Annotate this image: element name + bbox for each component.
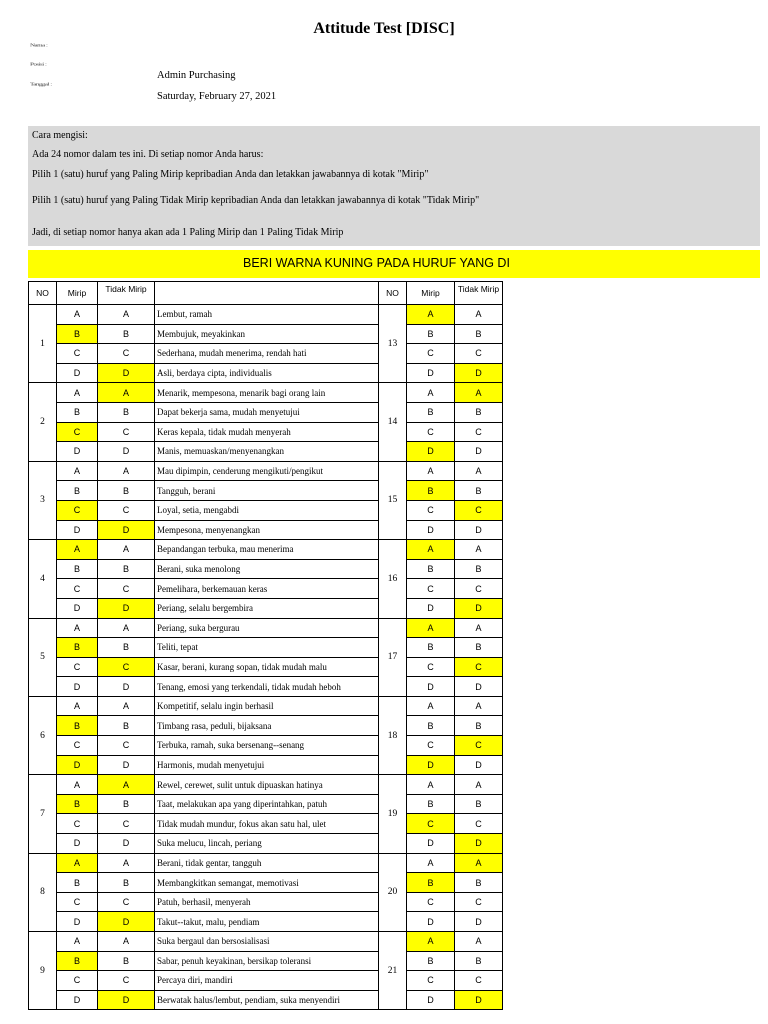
spacer-cell [503,461,583,481]
statement-cell: Timbang rasa, peduli, bijaksana [155,716,379,736]
table-row [29,696,583,716]
mirip-cell[interactable]: B [407,324,455,344]
tidak-mirip-cell[interactable]: D [455,520,503,540]
statement-cell: Mau dipimpin, cenderung mengikuti/pengikut [155,461,379,481]
tidak-mirip-cell[interactable]: C [98,892,155,912]
spacer-cell [503,853,583,873]
spacer-cell [503,520,583,540]
tidak-mirip-cell[interactable]: A [455,775,503,795]
mirip-cell[interactable]: A [57,461,98,481]
table-row [29,442,583,462]
tidak-mirip-cell[interactable]: B [455,716,503,736]
statement-cell: Tenang, emosi yang terkendali, tidak mudah heboh [155,677,379,697]
table-row [29,657,583,677]
question-number-left: 3 [29,461,57,539]
tidak-mirip-cell[interactable]: A [455,696,503,716]
tidak-mirip-cell[interactable]: D [98,990,155,1010]
tidak-mirip-cell[interactable]: A [455,618,503,638]
tidak-mirip-cell[interactable]: B [455,951,503,971]
table-row [29,598,583,618]
tidak-mirip-cell[interactable]: D [455,912,503,932]
mirip-cell[interactable]: D [57,677,98,697]
spacer-cell [503,677,583,697]
table-row [29,951,583,971]
statement-cell: Periang, selalu bergembira [155,598,379,618]
statement-cell: Menarik, mempesona, menarik bagi orang lain [155,383,379,403]
mirip-cell[interactable]: B [57,324,98,344]
spacer-cell [503,422,583,442]
header-no-left: NO [29,282,57,305]
spacer-cell [503,892,583,912]
header-tidak-mirip-left: Tidak Mirip [98,282,155,305]
mirip-cell[interactable]: A [57,853,98,873]
statement-cell: Teliti, tepat [155,638,379,658]
table-row [29,305,583,325]
table-row [29,853,583,873]
table-row [29,422,583,442]
tidak-mirip-cell[interactable]: D [98,598,155,618]
spacer-cell [503,402,583,422]
tidak-mirip-cell[interactable]: B [98,873,155,893]
mirip-cell[interactable]: C [57,736,98,756]
header-tidak-mirip-right: Tidak Mirip [455,282,503,305]
spacer-cell [503,775,583,795]
header-no-right: NO [379,282,407,305]
spacer-cell [503,834,583,854]
question-number-left: 8 [29,853,57,931]
tidak-mirip-cell[interactable]: B [455,481,503,501]
statement-cell: Lembut, ramah [155,305,379,325]
mirip-cell[interactable]: D [57,520,98,540]
statement-cell: Kasar, berani, kurang sopan, tidak mudah malu [155,657,379,677]
banner-text: BERI WARNA KUNING PADA HURUF YANG DI [243,256,510,270]
spacer-cell [503,324,583,344]
statement-cell: Harmonis, mudah menyetujui [155,755,379,775]
mirip-cell[interactable]: D [407,912,455,932]
statement-cell: Tangguh, berani [155,481,379,501]
tidak-mirip-cell[interactable]: C [98,579,155,599]
mirip-cell[interactable]: B [57,951,98,971]
tidak-mirip-cell[interactable]: C [455,892,503,912]
tidak-mirip-cell[interactable]: A [98,775,155,795]
statement-cell: Asli, berdaya cipta, individualis [155,363,379,383]
question-number-left: 2 [29,383,57,461]
tidak-mirip-cell[interactable]: D [98,755,155,775]
question-number-left: 5 [29,618,57,696]
tidak-mirip-cell[interactable]: B [98,951,155,971]
statement-cell: Berani, tidak gentar, tangguh [155,853,379,873]
mirip-cell[interactable]: B [57,873,98,893]
tidak-mirip-cell[interactable]: D [98,442,155,462]
mirip-cell[interactable]: B [407,951,455,971]
spacer-cell [503,873,583,893]
table-row [29,344,583,364]
instructions-line-4: Jadi, di setiap nomor hanya akan ada 1 Paling Mirip dan 1 Paling Tidak Mirip [32,227,344,238]
statement-cell: Suka melucu, lincah, periang [155,834,379,854]
mirip-cell[interactable]: B [407,402,455,422]
table-header-row [29,282,583,305]
tidak-mirip-cell[interactable]: A [98,618,155,638]
mirip-cell[interactable]: C [407,736,455,756]
tidak-mirip-cell[interactable]: B [98,716,155,736]
statement-cell: Berwatak halus/lembut, pendiam, suka menyendiri [155,990,379,1010]
spacer-cell [503,305,583,325]
disc-answer-table [28,281,583,1010]
table-row [29,912,583,932]
mirip-cell[interactable]: A [407,461,455,481]
tidak-mirip-cell[interactable]: A [455,932,503,952]
mirip-cell[interactable]: B [57,638,98,658]
tidak-mirip-cell[interactable]: A [455,461,503,481]
mirip-cell[interactable]: D [57,442,98,462]
tidak-mirip-cell[interactable]: D [98,520,155,540]
question-number-right: 14 [379,383,407,461]
tidak-mirip-cell[interactable]: C [455,971,503,991]
spacer-cell [503,716,583,736]
table-row [29,990,583,1010]
tidak-mirip-cell[interactable]: A [455,540,503,560]
tidak-mirip-cell[interactable]: C [98,422,155,442]
statement-cell: Mempesona, menyenangkan [155,520,379,540]
statement-cell: Keras kepala, tidak mudah menyerah [155,422,379,442]
instructions-heading: Cara mengisi: [32,130,88,141]
statement-cell: Membangkitkan semangat, memotivasi [155,873,379,893]
mirip-cell[interactable]: A [407,932,455,952]
spacer-cell [503,794,583,814]
mirip-cell[interactable]: D [57,834,98,854]
tidak-mirip-cell[interactable]: C [98,971,155,991]
mirip-cell[interactable]: D [57,755,98,775]
mirip-cell[interactable]: D [407,677,455,697]
mirip-cell[interactable]: B [57,481,98,501]
question-number-left: 4 [29,540,57,618]
mirip-cell[interactable]: A [407,540,455,560]
spacer-cell [503,736,583,756]
mirip-cell[interactable]: B [407,873,455,893]
table-row [29,834,583,854]
tidak-mirip-cell[interactable]: D [98,912,155,932]
mirip-cell[interactable]: C [57,657,98,677]
date-label: Tanggal : [30,82,52,87]
tidak-mirip-cell[interactable]: B [455,638,503,658]
mirip-cell[interactable]: C [407,892,455,912]
statement-cell: Membujuk, meyakinkan [155,324,379,344]
instructions-box [28,126,760,246]
tidak-mirip-cell[interactable]: B [98,402,155,422]
mirip-cell[interactable]: C [57,892,98,912]
date-value: Saturday, February 27, 2021 [157,91,277,102]
table-row [29,402,583,422]
table-row [29,540,583,560]
tidak-mirip-cell[interactable]: C [455,657,503,677]
question-number-left: 9 [29,932,57,1010]
mirip-cell[interactable]: A [57,932,98,952]
spacer-cell [503,383,583,403]
tidak-mirip-cell[interactable]: A [455,305,503,325]
table-row [29,363,583,383]
statement-cell: Bepandangan terbuka, mau menerima [155,540,379,560]
mirip-cell[interactable]: C [57,971,98,991]
table-row [29,638,583,658]
tidak-mirip-cell[interactable]: A [98,932,155,952]
table-row [29,579,583,599]
tidak-mirip-cell[interactable]: A [98,461,155,481]
spacer-cell [503,559,583,579]
tidak-mirip-cell[interactable]: A [98,696,155,716]
mirip-cell[interactable]: B [407,481,455,501]
tidak-mirip-cell[interactable]: C [98,736,155,756]
table-row [29,775,583,795]
instructions-line-1: Ada 24 nomor dalam tes ini. Di setiap nomor Anda harus: [32,149,264,160]
mirip-cell[interactable]: A [57,540,98,560]
spacer-cell [503,638,583,658]
tidak-mirip-cell[interactable]: B [455,324,503,344]
tidak-mirip-cell[interactable]: D [98,363,155,383]
mirip-cell[interactable]: A [57,383,98,403]
tidak-mirip-cell[interactable]: A [455,383,503,403]
tidak-mirip-cell[interactable]: D [98,834,155,854]
spacer-cell [503,598,583,618]
mirip-cell[interactable]: C [407,344,455,364]
statement-cell: Patuh, berhasil, menyerah [155,892,379,912]
question-number-left: 1 [29,305,57,383]
tidak-mirip-cell[interactable]: C [455,422,503,442]
tidak-mirip-cell[interactable]: C [455,344,503,364]
spacer-cell [503,755,583,775]
tidak-mirip-cell[interactable]: B [98,559,155,579]
tidak-mirip-cell[interactable]: B [455,559,503,579]
statement-cell: Dapat bekerja sama, mudah menyetujui [155,402,379,422]
position-label: Posisi : [30,62,47,67]
mirip-cell[interactable]: A [57,696,98,716]
statement-cell: Sabar, penuh keyakinan, bersikap toleransi [155,951,379,971]
tidak-mirip-cell[interactable]: C [98,500,155,520]
table-row [29,932,583,952]
tidak-mirip-cell[interactable]: C [455,736,503,756]
mirip-cell[interactable]: C [57,579,98,599]
question-number-right: 13 [379,305,407,383]
mirip-cell[interactable]: A [407,853,455,873]
spacer-cell [503,951,583,971]
tidak-mirip-cell[interactable]: D [455,598,503,618]
mirip-cell[interactable]: A [407,696,455,716]
mirip-cell[interactable]: B [57,794,98,814]
spacer-cell [503,990,583,1010]
statement-cell: Terbuka, ramah, suka bersenang--senang [155,736,379,756]
tidak-mirip-cell[interactable]: A [455,853,503,873]
mirip-cell[interactable]: D [407,442,455,462]
mirip-cell[interactable]: B [57,402,98,422]
mirip-cell[interactable]: D [407,598,455,618]
mirip-cell[interactable]: A [57,618,98,638]
mirip-cell[interactable]: B [57,559,98,579]
tidak-mirip-cell[interactable]: D [455,442,503,462]
statement-cell: Percaya diri, mandiri [155,971,379,991]
mirip-cell[interactable]: C [407,422,455,442]
instructions-line-3: Pilih 1 (satu) huruf yang Paling Tidak Mirip kepribadian Anda dan letakkan jawabannya di kotak "Tidak Mirip" [32,195,480,206]
tidak-mirip-cell[interactable]: A [98,305,155,325]
spacer-cell [503,579,583,599]
tidak-mirip-cell[interactable]: D [455,755,503,775]
question-number-right: 15 [379,461,407,539]
header-mirip-right: Mirip [407,282,455,305]
table-row [29,559,583,579]
mirip-cell[interactable]: B [407,716,455,736]
tidak-mirip-cell[interactable]: B [455,794,503,814]
mirip-cell[interactable]: D [407,363,455,383]
mirip-cell[interactable]: D [407,990,455,1010]
tidak-mirip-cell[interactable]: C [455,814,503,834]
spacer-cell [503,500,583,520]
statement-cell: Sederhana, mudah menerima, rendah hati [155,344,379,364]
spacer-cell [503,344,583,364]
name-label: Nama : [30,43,48,48]
mirip-cell[interactable]: D [407,755,455,775]
mirip-cell[interactable]: D [57,598,98,618]
table-row [29,461,583,481]
header-statement [155,282,379,305]
instruction-banner [28,250,760,278]
spacer-cell [503,657,583,677]
statement-cell: Periang, suka bergurau [155,618,379,638]
tidak-mirip-cell[interactable]: D [455,990,503,1010]
table-row [29,618,583,638]
question-number-left: 6 [29,696,57,774]
table-row [29,324,583,344]
mirip-cell[interactable]: D [57,990,98,1010]
spacer-cell [503,442,583,462]
statement-cell: Rewel, cerewet, sulit untuk dipuaskan hatinya [155,775,379,795]
question-number-right: 19 [379,775,407,853]
statement-cell: Loyal, setia, mengabdi [155,500,379,520]
mirip-cell[interactable]: C [57,814,98,834]
tidak-mirip-cell[interactable]: C [98,657,155,677]
tidak-mirip-cell[interactable]: D [455,677,503,697]
mirip-cell[interactable]: B [57,716,98,736]
mirip-cell[interactable]: C [407,657,455,677]
tidak-mirip-cell[interactable]: A [98,853,155,873]
mirip-cell[interactable]: B [407,794,455,814]
statement-cell: Taat, melakukan apa yang diperintahkan, patuh [155,794,379,814]
mirip-cell[interactable]: C [57,344,98,364]
question-number-right: 20 [379,853,407,931]
mirip-cell[interactable]: D [57,363,98,383]
mirip-cell[interactable]: A [407,618,455,638]
statement-cell: Pemelihara, berkemauan keras [155,579,379,599]
mirip-cell[interactable]: A [407,383,455,403]
table-row [29,520,583,540]
table-row [29,716,583,736]
table-row [29,814,583,834]
statement-cell: Manis, memuaskan/menyenangkan [155,442,379,462]
tidak-mirip-cell[interactable]: B [98,794,155,814]
question-number-right: 18 [379,696,407,774]
table-row [29,794,583,814]
tidak-mirip-cell[interactable]: B [98,638,155,658]
tidak-mirip-cell[interactable]: D [455,363,503,383]
table-row [29,677,583,697]
statement-cell: Berani, suka menolong [155,559,379,579]
table-row [29,971,583,991]
statement-cell: Tidak mudah mundur, fokus akan satu hal, ulet [155,814,379,834]
tidak-mirip-cell[interactable]: A [98,540,155,560]
mirip-cell[interactable]: A [407,305,455,325]
spacer-cell [503,363,583,383]
question-number-left: 7 [29,775,57,853]
spacer-cell [503,540,583,560]
mirip-cell[interactable]: C [407,579,455,599]
mirip-cell[interactable]: A [57,775,98,795]
table-row [29,736,583,756]
mirip-cell[interactable]: D [407,834,455,854]
spacer-cell [503,618,583,638]
table-row [29,755,583,775]
tidak-mirip-cell[interactable]: B [455,873,503,893]
spacer-cell [503,814,583,834]
tidak-mirip-cell[interactable]: C [455,500,503,520]
mirip-cell[interactable]: B [407,559,455,579]
header-spacer [503,282,583,305]
tidak-mirip-cell[interactable]: B [98,324,155,344]
spacer-cell [503,912,583,932]
mirip-cell[interactable]: C [407,500,455,520]
question-number-right: 21 [379,932,407,1010]
spacer-cell [503,481,583,501]
position-value: Admin Purchasing [157,70,236,81]
header-mirip-left: Mirip [57,282,98,305]
mirip-cell[interactable]: C [407,814,455,834]
statement-cell: Takut--takut, malu, pendiam [155,912,379,932]
page-title: Attitude Test [DISC] [313,20,455,37]
mirip-cell[interactable]: C [407,971,455,991]
mirip-cell[interactable]: C [57,422,98,442]
table-row [29,383,583,403]
tidak-mirip-cell[interactable]: A [98,383,155,403]
instructions-line-2: Pilih 1 (satu) huruf yang Paling Mirip kepribadian Anda dan letakkan jawabannya di kotak "Mirip" [32,169,429,180]
mirip-cell[interactable]: D [57,912,98,932]
mirip-cell[interactable]: B [407,638,455,658]
spacer-cell [503,971,583,991]
table-row [29,500,583,520]
table-row [29,481,583,501]
tidak-mirip-cell[interactable]: B [98,481,155,501]
tidak-mirip-cell[interactable]: C [98,344,155,364]
table-row [29,892,583,912]
mirip-cell[interactable]: C [57,500,98,520]
statement-cell: Suka bergaul dan bersosialisasi [155,932,379,952]
tidak-mirip-cell[interactable]: D [455,834,503,854]
mirip-cell[interactable]: A [57,305,98,325]
spacer-cell [503,696,583,716]
question-number-right: 16 [379,540,407,618]
tidak-mirip-cell[interactable]: C [98,814,155,834]
statement-cell: Kompetitif, selalu ingin berhasil [155,696,379,716]
tidak-mirip-cell[interactable]: B [455,402,503,422]
table-row [29,873,583,893]
spacer-cell [503,932,583,952]
tidak-mirip-cell[interactable]: C [455,579,503,599]
question-number-right: 17 [379,618,407,696]
mirip-cell[interactable]: D [407,520,455,540]
tidak-mirip-cell[interactable]: D [98,677,155,697]
mirip-cell[interactable]: A [407,775,455,795]
